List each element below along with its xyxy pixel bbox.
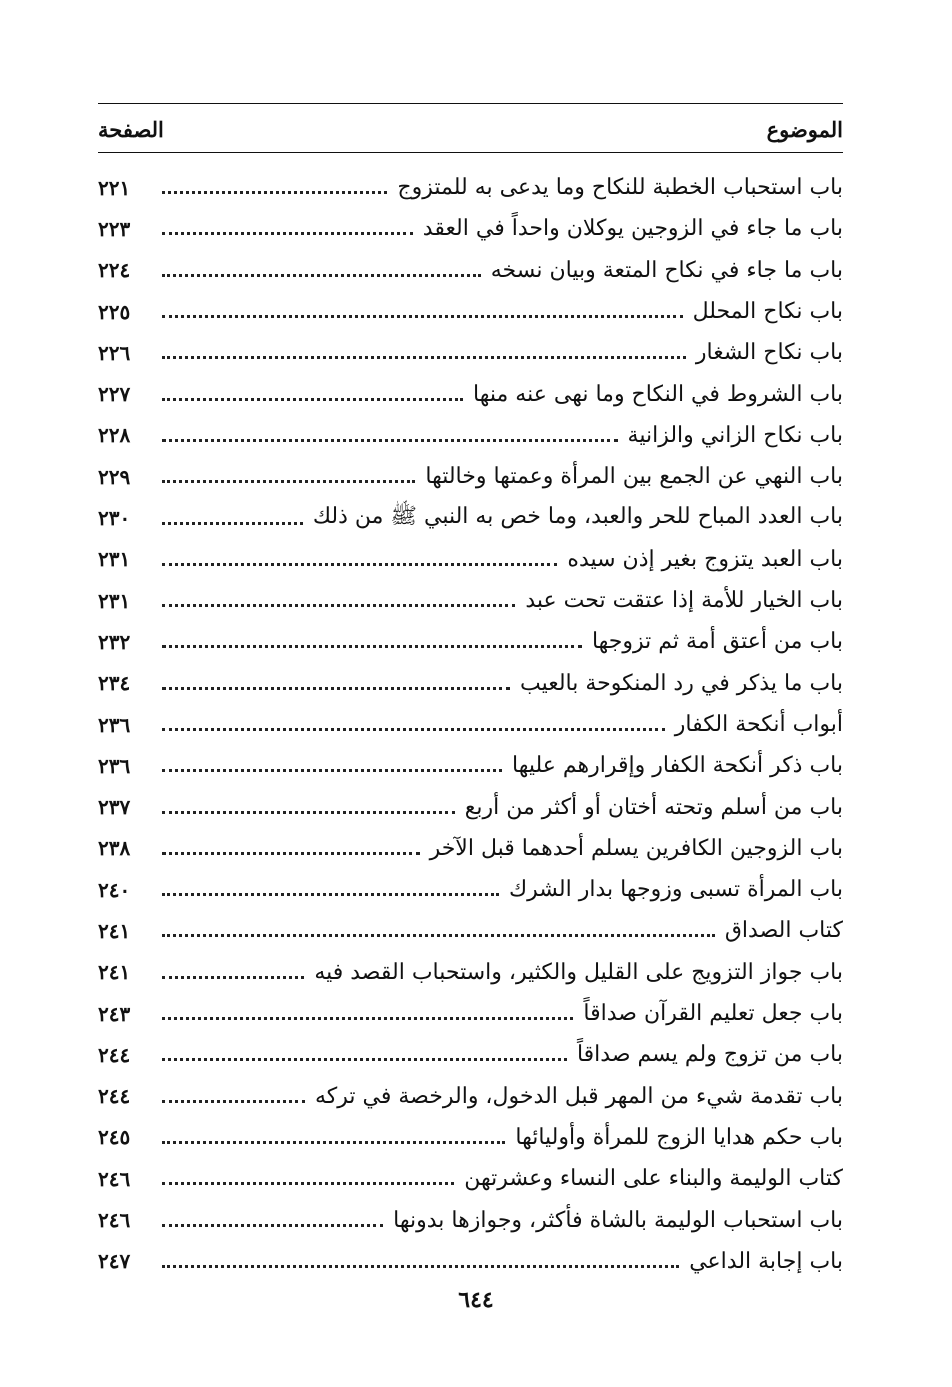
dot-leader bbox=[162, 893, 499, 896]
toc-entry bbox=[98, 993, 843, 1034]
entry-title: باب ما جاء في نكاح المتعة وبيان نسخه bbox=[490, 257, 843, 283]
entry-page-number: ٢٤٤ bbox=[98, 1042, 131, 1067]
entry-page-number: ٢٤١ bbox=[98, 918, 131, 943]
entry-title: كتاب الصداق bbox=[724, 918, 843, 944]
entry-title: باب حكم هدايا الزوج للمرأة وأوليائها bbox=[515, 1124, 843, 1150]
dot-leader bbox=[162, 604, 515, 607]
dot-leader bbox=[162, 563, 557, 566]
entry-title: باب الخيار للأمة إذا عتقت تحت عبد bbox=[525, 588, 843, 614]
entry-page-number: ٢٢٦ bbox=[98, 340, 131, 365]
entry-title: باب ما جاء في الزوجين يوكلان واحداً في العقد bbox=[422, 216, 843, 242]
entry-title: باب من أسلم وتحته أختان أو أكثر من أربع bbox=[464, 794, 843, 820]
entry-page-number: ٢٤٤ bbox=[98, 1084, 131, 1109]
entry-title: باب العبد يتزوج بغير إذن سيده bbox=[567, 546, 843, 572]
entry-page-number: ٢٣٤ bbox=[98, 671, 131, 696]
toc-entry bbox=[98, 1158, 843, 1199]
dot-leader bbox=[162, 1182, 454, 1185]
entry-page-number: ٢٤٥ bbox=[98, 1125, 131, 1150]
entry-title: باب من تزوج ولم يسم صداقاً bbox=[576, 1042, 843, 1068]
entry-title: باب استحباب الوليمة بالشاة فأكثر، وجوازها بدونها bbox=[393, 1207, 843, 1233]
dot-leader bbox=[162, 1265, 679, 1268]
toc-entry bbox=[98, 952, 843, 993]
toc-entry bbox=[98, 167, 843, 208]
toc-entry bbox=[98, 1076, 843, 1117]
entry-page-number: ٢٤٧ bbox=[98, 1249, 131, 1274]
entry-page-number: ٢٣٦ bbox=[98, 753, 131, 778]
toc-entry bbox=[98, 208, 843, 249]
toc-entry bbox=[98, 663, 843, 704]
dot-leader bbox=[162, 728, 665, 731]
entry-page-number: ٢٣٨ bbox=[98, 836, 131, 861]
dot-leader bbox=[162, 1058, 567, 1061]
entry-title: باب استحباب الخطبة للنكاح وما يدعى به للمتزوج bbox=[397, 175, 843, 201]
entry-page-number: ٢٢٨ bbox=[98, 423, 131, 448]
entry-page-number: ٢٣١ bbox=[98, 547, 131, 572]
entry-page-number: ٢٣١ bbox=[98, 588, 131, 613]
dot-leader bbox=[162, 1100, 305, 1103]
entry-title: باب جواز التزويج على القليل والكثير، واستحباب القصد فيه bbox=[314, 959, 843, 985]
entry-title: باب من أعتق أمة ثم تزوجها bbox=[591, 629, 843, 655]
toc-header bbox=[98, 112, 843, 146]
entry-page-number: ٢٣٧ bbox=[98, 795, 131, 820]
toc-entry bbox=[98, 456, 843, 497]
toc-entry bbox=[98, 1117, 843, 1158]
dot-leader bbox=[162, 852, 420, 855]
toc-entry bbox=[98, 1034, 843, 1075]
entry-page-number: ٢٢٧ bbox=[98, 382, 131, 407]
dot-leader bbox=[162, 480, 415, 483]
entry-title: باب المرأة تسبى وزوجها بدار الشرك bbox=[509, 877, 843, 903]
dot-leader bbox=[162, 811, 455, 814]
dot-leader bbox=[162, 356, 686, 359]
toc-entries bbox=[98, 167, 843, 1282]
header-rule bbox=[98, 152, 843, 153]
dot-leader bbox=[162, 934, 715, 937]
toc-entry bbox=[98, 250, 843, 291]
entry-page-number: ٢٢٤ bbox=[98, 258, 131, 283]
entry-page-number: ٢٣٦ bbox=[98, 712, 131, 737]
dot-leader bbox=[162, 1017, 573, 1020]
toc-entry bbox=[98, 910, 843, 951]
entry-title: باب النهي عن الجمع بين المرأة وعمتها وخالتها bbox=[425, 464, 843, 490]
toc-entry bbox=[98, 704, 843, 745]
entry-page-number: ٢٣٠ bbox=[98, 506, 131, 531]
top-rule bbox=[98, 103, 843, 104]
toc-entry bbox=[98, 291, 843, 332]
page-number: ٦٤٤ bbox=[458, 1287, 494, 1313]
dot-leader bbox=[162, 232, 413, 235]
entry-title: باب نكاح الشغار bbox=[695, 340, 843, 366]
entry-page-number: ٢٤٦ bbox=[98, 1208, 131, 1233]
entry-page-number: ٢٣٢ bbox=[98, 629, 131, 654]
entry-page-number: ٢٢٩ bbox=[98, 464, 131, 489]
toc-entry bbox=[98, 869, 843, 910]
dot-leader bbox=[162, 1141, 505, 1144]
entry-page-number: ٢٢٥ bbox=[98, 299, 131, 324]
entry-page-number: ٢٢٣ bbox=[98, 216, 131, 241]
dot-leader bbox=[162, 274, 481, 277]
entry-title: باب تقدمة شيء من المهر قبل الدخول، والرخصة في تركه bbox=[315, 1083, 843, 1109]
dot-leader bbox=[162, 191, 387, 194]
toc-entry bbox=[98, 828, 843, 869]
toc-entry bbox=[98, 786, 843, 827]
entry-title: باب العدد المباح للحر والعبد، وما خص به النبي ﷺ من ذلك bbox=[312, 504, 843, 530]
entry-title: كتاب الوليمة والبناء على النساء وعشرتهن bbox=[464, 1166, 843, 1192]
dot-leader bbox=[162, 687, 510, 690]
dot-leader bbox=[162, 645, 582, 648]
entry-title: أبواب أنكحة الكفار bbox=[674, 712, 843, 737]
entry-title: باب الشروط في النكاح وما نهى عنه منها bbox=[473, 381, 843, 407]
dot-leader bbox=[162, 976, 304, 979]
entry-title: باب ما يذكر في رد المنكوحة بالعيب bbox=[519, 670, 843, 696]
toc-entry bbox=[98, 1241, 843, 1282]
entry-page-number: ٢٤٦ bbox=[98, 1166, 131, 1191]
entry-title: باب نكاح الزاني والزانية bbox=[627, 422, 843, 448]
entry-page-number: ٢٤١ bbox=[98, 960, 131, 985]
entry-title: باب إجابة الداعي bbox=[689, 1248, 843, 1274]
entry-page-number: ٢٢١ bbox=[98, 175, 131, 200]
entry-title: باب الزوجين الكافرين يسلم أحدهما قبل الآخر bbox=[429, 835, 843, 861]
dot-leader bbox=[162, 398, 463, 401]
toc-entry bbox=[98, 415, 843, 456]
dot-leader bbox=[162, 315, 683, 318]
dot-leader bbox=[162, 522, 303, 525]
dot-leader bbox=[162, 769, 502, 772]
toc-entry bbox=[98, 497, 843, 538]
toc-entry bbox=[98, 580, 843, 621]
entry-title: باب ذكر أنكحة الكفار وإقرارهم عليها bbox=[512, 753, 843, 779]
topic-column-label: الموضوع bbox=[766, 116, 843, 142]
dot-leader bbox=[162, 1224, 383, 1227]
page-column-label: الصفحة bbox=[98, 116, 164, 142]
toc-entry bbox=[98, 1199, 843, 1240]
toc-entry bbox=[98, 745, 843, 786]
toc-entry bbox=[98, 332, 843, 373]
entry-title: باب نكاح المحلل bbox=[692, 299, 843, 325]
entry-title: باب جعل تعليم القرآن صداقاً bbox=[583, 1001, 843, 1027]
entry-page-number: ٢٤٠ bbox=[98, 877, 131, 902]
toc-entry bbox=[98, 621, 843, 662]
dot-leader bbox=[162, 439, 618, 442]
toc-entry bbox=[98, 373, 843, 414]
toc-entry bbox=[98, 539, 843, 580]
entry-page-number: ٢٤٣ bbox=[98, 1001, 131, 1026]
